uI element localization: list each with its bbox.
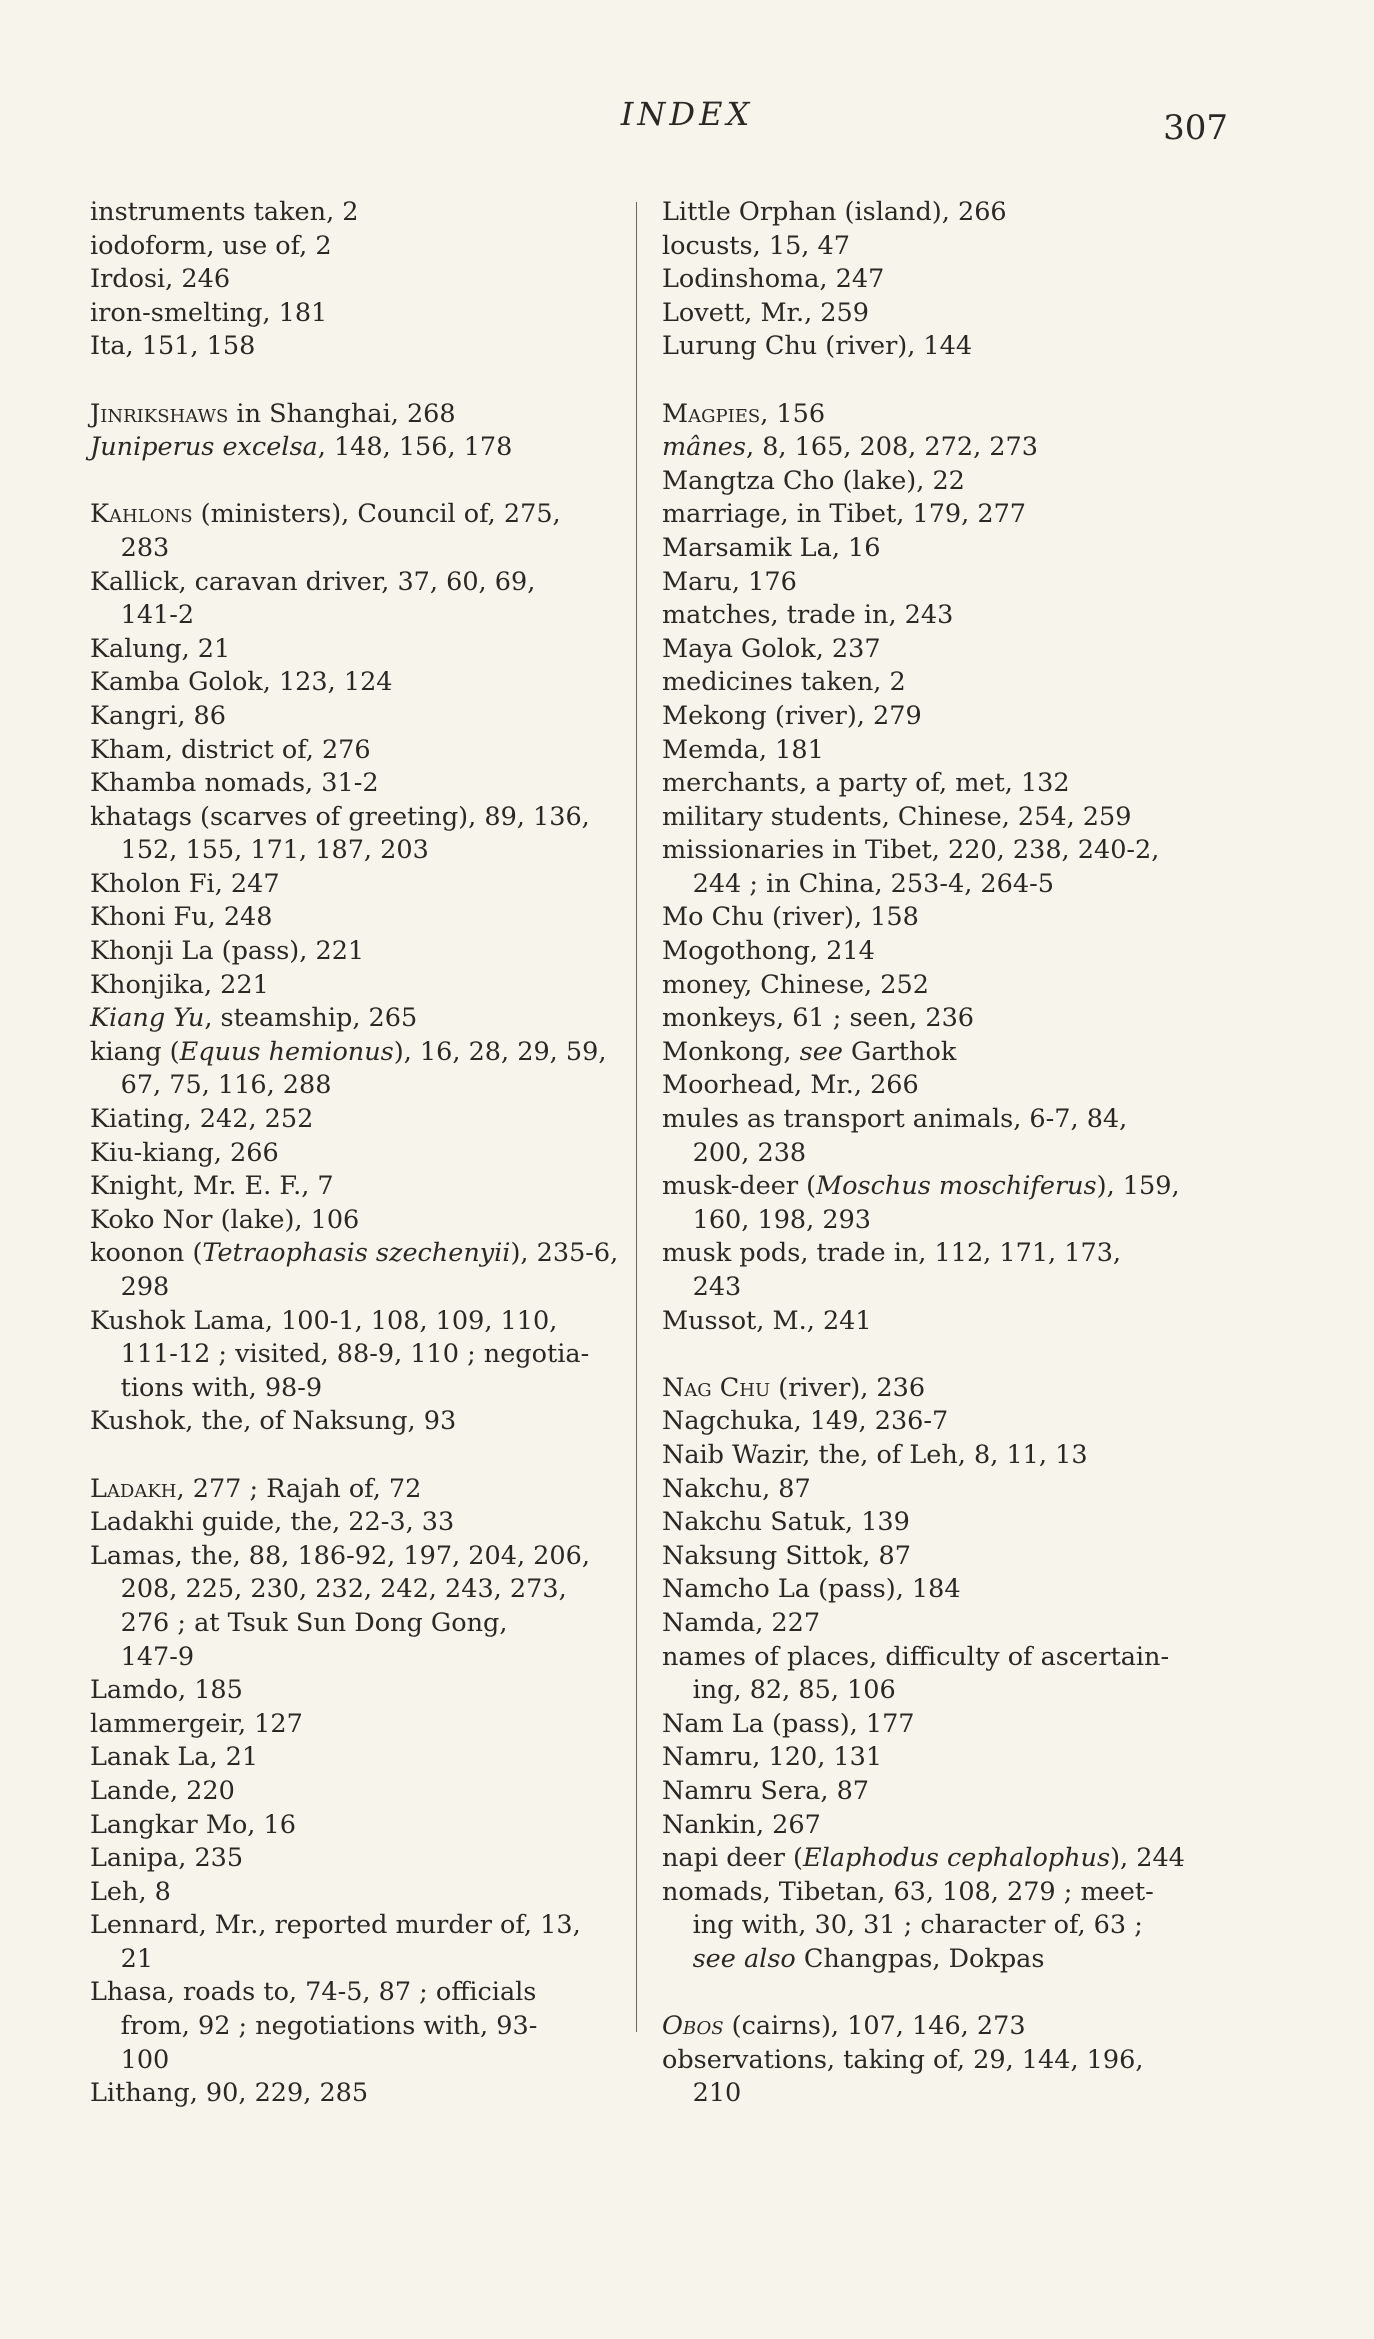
index-entry: merchants, a party of, met, 132 — [662, 768, 1070, 799]
index-entry: Lamas, the, 88, 186-92, 197, 204, 206, — [90, 1540, 590, 1571]
index-entry: Ladakhi guide, the, 22-3, 33 — [90, 1507, 455, 1538]
index-entry-cont: 147-9 — [120, 1641, 195, 1672]
index-entry: Kallick, caravan driver, 37, 60, 69, — [90, 566, 536, 597]
entry-see-ref: see — [799, 1036, 843, 1067]
entry-latin-name: Moschus moschiferus — [816, 1171, 1097, 1202]
index-entry: Khamba nomads, 31-2 — [90, 768, 379, 799]
entry-text: (ministers), Council of, 275, — [192, 499, 561, 530]
entry-see-ref: see also — [692, 1943, 796, 1974]
entry-text: musk-deer ( — [662, 1171, 817, 1202]
index-entry: Kham, district of, 276 — [90, 734, 371, 765]
index-entry: missionaries in Tibet, 220, 238, 240-2, — [662, 835, 1160, 866]
index-entry: Lande, 220 — [90, 1775, 235, 1806]
entry-text: (river), 236 — [770, 1372, 926, 1403]
entry-lead: Magpies — [662, 398, 761, 429]
index-entry: Kiating, 242, 252 — [90, 1104, 314, 1135]
letter-gap — [662, 364, 1202, 398]
index-entry: Kalung, 21 — [90, 633, 231, 664]
index-entry-kahlons — [90, 498, 614, 532]
index-entry: lammergeir, 127 — [90, 1708, 303, 1739]
running-header-title: INDEX — [620, 95, 754, 133]
index-entry: Nam La (pass), 177 — [662, 1708, 915, 1739]
index-entry-obos — [662, 2010, 1202, 2044]
index-entry: Namda, 227 — [662, 1607, 821, 1638]
index-entry: Namru Sera, 87 — [662, 1775, 870, 1806]
index-entry: monkeys, 61 ; seen, 236 — [662, 1003, 975, 1034]
letter-gap — [90, 1439, 614, 1473]
entry-text: Monkong, — [662, 1036, 800, 1067]
index-entry: Naksung Sittok, 87 — [662, 1540, 911, 1571]
index-entry: marriage, in Tibet, 179, 277 — [662, 499, 1027, 530]
index-entry: Kangri, 86 — [90, 700, 227, 731]
index-entry-cont: 210 — [692, 2078, 742, 2109]
index-entry: Koko Nor (lake), 106 — [90, 1204, 360, 1235]
index-entry-koonon — [90, 1237, 619, 1271]
index-entry-ladakh — [90, 1473, 614, 1507]
index-entry: Lovett, Mr., 259 — [662, 297, 869, 328]
entry-latin-name: Equus hemionus — [179, 1036, 394, 1067]
letter-gap — [662, 1976, 1202, 2010]
index-entry: Naib Wazir, the, of Leh, 8, 11, 13 — [662, 1439, 1088, 1470]
index-entry: Ita, 151, 158 — [90, 331, 256, 362]
index-entry: iodoform, use of, 2 — [90, 230, 332, 261]
index-entry: military students, Chinese, 254, 259 — [662, 801, 1132, 832]
index-entry-nag-chu — [662, 1372, 1202, 1406]
index-entry: Mekong (river), 279 — [662, 700, 922, 731]
index-entry: Maya Golok, 237 — [662, 633, 881, 664]
index-entry-jinrikshaws — [90, 398, 614, 432]
index-entry-cont: ing with, 30, 31 ; character of, 63 ; — [692, 1910, 1143, 1941]
index-entry: matches, trade in, 243 — [662, 600, 954, 631]
index-entry: Lamdo, 185 — [90, 1675, 243, 1706]
index-entry: Leh, 8 — [90, 1876, 171, 1907]
index-entry-napi-deer — [662, 1842, 1202, 1876]
letter-gap — [90, 465, 614, 499]
index-entry: Knight, Mr. E. F., 7 — [90, 1171, 334, 1202]
index-entry-cont: tions with, 98-9 — [120, 1372, 323, 1403]
entry-ship-name: Kiang Yu — [90, 1003, 205, 1034]
page-number: 307 — [1163, 108, 1228, 148]
index-entry: Kamba Golok, 123, 124 — [90, 667, 393, 698]
entry-text: , 277 ; Rajah of, 72 — [176, 1473, 422, 1504]
index-entry-manes — [662, 431, 1202, 465]
column-divider — [636, 202, 637, 2032]
index-entry: Langkar Mo, 16 — [90, 1809, 296, 1840]
index-entry: Kholon Fi, 247 — [90, 868, 280, 899]
entry-latin-name: Tetraophasis szechenyii — [202, 1238, 511, 1269]
index-entry: Memda, 181 — [662, 734, 824, 765]
entry-text: koonon ( — [90, 1238, 203, 1269]
entry-text: ), 159, — [1096, 1171, 1180, 1202]
index-entry: Nakchu Satuk, 139 — [662, 1507, 910, 1538]
index-entry-cont: 21 — [120, 1943, 154, 1974]
index-entry-cont: ing, 82, 85, 106 — [692, 1675, 896, 1706]
entry-lead: Ladakh — [90, 1473, 177, 1504]
index-entry: khatags (scarves of greeting), 89, 136, — [90, 801, 590, 832]
index-entry: Maru, 176 — [662, 566, 797, 597]
index-entry: names of places, difficulty of ascertain- — [662, 1641, 1170, 1672]
index-entry: musk pods, trade in, 112, 171, 173, — [662, 1238, 1122, 1269]
index-entry: nomads, Tibetan, 63, 108, 279 ; meet- — [662, 1876, 1154, 1907]
index-entry: Lodinshoma, 247 — [662, 264, 885, 295]
index-entry-cont: 243 — [692, 1272, 742, 1302]
index-entry: instruments taken, 2 — [90, 197, 359, 227]
index-entry-cont: 283 — [120, 532, 170, 563]
index-entry-magpies — [662, 398, 1202, 432]
entry-text: , 148, 156, 178 — [317, 432, 513, 463]
index-entry-cont: 160, 198, 293 — [692, 1204, 872, 1235]
index-entry: Lithang, 90, 229, 285 — [90, 2078, 369, 2109]
entry-text: (cairns), 107, 146, 273 — [723, 2011, 1026, 2042]
letter-gap — [662, 1338, 1202, 1372]
index-entry-cont: 298 — [120, 1272, 170, 1302]
entry-lead: Nag Chu — [662, 1372, 771, 1403]
index-entry: Mangtza Cho (lake), 22 — [662, 465, 965, 496]
index-entry: Mo Chu (river), 158 — [662, 902, 919, 933]
index-entry: Mogothong, 214 — [662, 936, 875, 967]
index-entry: observations, taking of, 29, 144, 196, — [662, 2044, 1144, 2075]
index-entry-cont: 200, 238 — [692, 1137, 807, 1168]
index-entry: mules as transport animals, 6-7, 84, — [662, 1104, 1128, 1135]
entry-latin-name: Juniperus excelsa — [90, 432, 318, 463]
index-entry: Kiu-kiang, 266 — [90, 1137, 279, 1168]
index-entry: medicines taken, 2 — [662, 667, 906, 698]
entry-text: ), 235-6, — [510, 1238, 619, 1269]
index-entry-cont: 152, 155, 171, 187, 203 — [120, 835, 429, 866]
index-entry: Khonjika, 221 — [90, 969, 269, 1000]
entry-text: napi deer ( — [662, 1843, 803, 1874]
index-entry: iron-smelting, 181 — [90, 297, 328, 328]
index-entry: Lhasa, roads to, 74-5, 87 ; officials — [90, 1977, 537, 2008]
entry-text: in Shanghai, 268 — [228, 398, 456, 429]
entry-text: kiang ( — [90, 1036, 180, 1067]
index-entry-cont: from, 92 ; negotiations with, 93- — [120, 2011, 538, 2042]
index-entry: Kushok Lama, 100-1, 108, 109, 110, — [90, 1305, 558, 1336]
index-entry-cont: 276 ; at Tsuk Sun Dong Gong, — [120, 1607, 508, 1638]
index-entry: Kushok, the, of Naksung, 93 — [90, 1406, 457, 1437]
index-entry: Marsamik La, 16 — [662, 532, 881, 563]
index-entry: Namru, 120, 131 — [662, 1742, 883, 1773]
index-entry-cont: 208, 225, 230, 232, 242, 243, 273, — [120, 1574, 567, 1605]
entry-italic-word: mânes — [662, 432, 746, 463]
entry-latin-name: Elaphodus cephalophus — [802, 1843, 1111, 1874]
entry-text: Garthok — [842, 1036, 957, 1067]
entry-text: , 156 — [760, 398, 826, 429]
entry-text: ), 16, 28, 29, 59, — [393, 1036, 607, 1067]
index-column-left — [90, 196, 619, 2111]
index-entry: money, Chinese, 252 — [662, 969, 929, 1000]
index-entry-musk-deer — [662, 1170, 1202, 1204]
entry-lead: Jinrikshaws — [90, 398, 229, 429]
index-entry-kiang-yu — [90, 1002, 614, 1036]
index-entry: Irdosi, 246 — [90, 264, 231, 295]
index-entry: Nankin, 267 — [662, 1809, 821, 1840]
index-entry-kiang — [90, 1036, 614, 1070]
index-entry: Nagchuka, 149, 236-7 — [662, 1406, 949, 1437]
letter-gap — [90, 364, 614, 398]
entry-lead: Obos — [662, 2011, 724, 2042]
index-entry-juniperus — [90, 431, 614, 465]
entry-text: ), 244 — [1110, 1843, 1185, 1874]
index-entry: Lanak La, 21 — [90, 1742, 259, 1773]
index-entry: locusts, 15, 47 — [662, 230, 850, 261]
index-entry-cont: 141-2 — [120, 600, 195, 631]
index-entry-cont — [662, 1943, 1202, 1977]
index-entry: Moorhead, Mr., 266 — [662, 1070, 919, 1101]
index-entry: Lurung Chu (river), 144 — [662, 331, 973, 362]
index-entry-cont: 67, 75, 116, 288 — [120, 1070, 332, 1101]
entry-text: , steamship, 265 — [204, 1003, 418, 1034]
index-entry: Little Orphan (island), 266 — [662, 197, 1007, 227]
index-entry: Nakchu, 87 — [662, 1473, 811, 1504]
entry-text: Changpas, Dokpas — [795, 1943, 1045, 1974]
index-entry-cont: 100 — [120, 2044, 170, 2075]
index-entry: Lennard, Mr., reported murder of, 13, — [90, 1910, 581, 1941]
index-entry: Namcho La (pass), 184 — [662, 1574, 961, 1605]
index-entry: Lanipa, 235 — [90, 1843, 244, 1874]
index-entry: Khoni Fu, 248 — [90, 902, 273, 933]
index-entry: Khonji La (pass), 221 — [90, 936, 365, 967]
index-entry-cont: 244 ; in China, 253-4, 264-5 — [692, 868, 1054, 899]
index-column-right — [662, 196, 1202, 2111]
index-entry-cont: 111-12 ; visited, 88-9, 110 ; negotia- — [120, 1339, 590, 1370]
entry-text: , 8, 165, 208, 272, 273 — [745, 432, 1038, 463]
index-entry-monkong — [662, 1036, 1202, 1070]
entry-lead: Kahlons — [90, 499, 193, 530]
index-entry: Mussot, M., 241 — [662, 1305, 872, 1336]
